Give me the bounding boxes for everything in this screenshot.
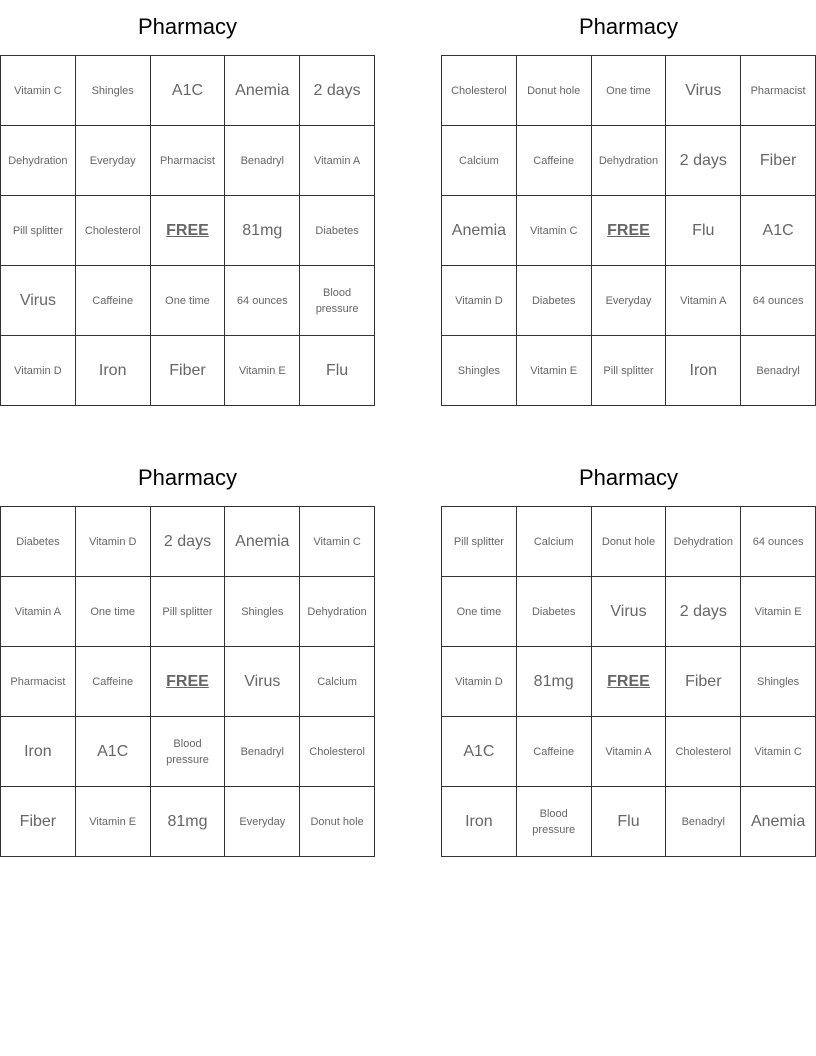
bingo-cell: Vitamin C [300,507,375,577]
bingo-cell: Anemia [442,196,517,266]
bingo-cell: Virus [225,647,300,717]
bingo-cell: Shingles [225,577,300,647]
bingo-cell: Iron [76,336,151,406]
bingo-cell: A1C [151,56,226,126]
free-space-cell: FREE [592,647,667,717]
bingo-card-4 [441,451,816,857]
bingo-cell: One time [442,577,517,647]
bingo-cell: Dehydration [300,577,375,647]
bingo-grid [0,506,375,857]
bingo-cell: Fiber [741,126,816,196]
card-title: Pharmacy [578,14,679,39]
bingo-cell: Blood pressure [517,787,592,857]
bingo-cell: Vitamin D [1,336,76,406]
bingo-cell: Cholesterol [442,56,517,126]
bingo-cell: Vitamin D [442,647,517,717]
bingo-cell: Flu [592,787,667,857]
bingo-cell: Dehydration [666,507,741,577]
bingo-cell: Vitamin E [76,787,151,857]
bingo-cell: Vitamin A [666,266,741,336]
bingo-cell: 81mg [517,647,592,717]
bingo-cell: Cholesterol [76,196,151,266]
bingo-cell: Vitamin D [442,266,517,336]
bingo-cell: Benadryl [741,336,816,406]
bingo-cell: One time [592,56,667,126]
bingo-cell: Fiber [151,336,226,406]
bingo-cell: Blood pressure [151,717,226,787]
bingo-cell: Dehydration [592,126,667,196]
bingo-cell: Vitamin E [741,577,816,647]
bingo-cell: Cholesterol [300,717,375,787]
bingo-cell: Vitamin C [741,717,816,787]
bingo-cell: 2 days [151,507,226,577]
card-title: Pharmacy [137,465,238,490]
bingo-cell: 2 days [666,126,741,196]
bingo-cell: Vitamin C [1,56,76,126]
bingo-cell: Dehydration [1,126,76,196]
bingo-cell: Vitamin D [76,507,151,577]
bingo-cell: Pill splitter [592,336,667,406]
bingo-cell: Everyday [592,266,667,336]
bingo-cell: Iron [666,336,741,406]
bingo-cell: Donut hole [300,787,375,857]
bingo-cell: Pharmacist [1,647,76,717]
bingo-cell: Anemia [225,56,300,126]
free-space-cell: FREE [151,647,226,717]
bingo-cell: Pill splitter [151,577,226,647]
bingo-cell: Cholesterol [666,717,741,787]
card-title: Pharmacy [578,465,679,490]
bingo-cell: Donut hole [592,507,667,577]
bingo-cell: Iron [442,787,517,857]
bingo-cell: Shingles [741,647,816,717]
bingo-cell: Vitamin A [300,126,375,196]
bingo-cell: 64 ounces [741,266,816,336]
bingo-cell: Pill splitter [1,196,76,266]
bingo-cell: Vitamin E [225,336,300,406]
bingo-cell: 81mg [151,787,226,857]
bingo-grid [441,506,816,857]
bingo-cell: Calcium [442,126,517,196]
bingo-cell: Calcium [517,507,592,577]
bingo-cell: Everyday [76,126,151,196]
bingo-cell: One time [151,266,226,336]
bingo-cell: Calcium [300,647,375,717]
bingo-cell: Vitamin A [1,577,76,647]
bingo-grid [441,55,816,406]
bingo-cell: Flu [666,196,741,266]
bingo-cell: Fiber [1,787,76,857]
card-title: Pharmacy [137,14,238,39]
bingo-cell: Benadryl [225,717,300,787]
free-space-cell: FREE [592,196,667,266]
bingo-cell: Caffeine [76,647,151,717]
bingo-cell: Diabetes [300,196,375,266]
bingo-cell: Caffeine [517,717,592,787]
bingo-cell: Diabetes [517,266,592,336]
bingo-cell: Everyday [225,787,300,857]
bingo-cell: Vitamin E [517,336,592,406]
bingo-cell: 2 days [300,56,375,126]
bingo-cell: Vitamin C [517,196,592,266]
bingo-cell: Vitamin A [592,717,667,787]
bingo-cell: Caffeine [517,126,592,196]
bingo-cell: Benadryl [666,787,741,857]
bingo-cell: A1C [76,717,151,787]
bingo-cell: 64 ounces [225,266,300,336]
bingo-cell: A1C [442,717,517,787]
bingo-cell: Anemia [225,507,300,577]
free-space-cell: FREE [151,196,226,266]
bingo-cell: Blood pressure [300,266,375,336]
bingo-cell: Diabetes [517,577,592,647]
bingo-cell: A1C [741,196,816,266]
bingo-cell: Shingles [442,336,517,406]
bingo-cell: Pharmacist [741,56,816,126]
bingo-cell: Pharmacist [151,126,226,196]
bingo-cell: Virus [592,577,667,647]
bingo-cell: Pill splitter [442,507,517,577]
bingo-cell: Benadryl [225,126,300,196]
bingo-grid [0,55,375,406]
bingo-card-1 [0,0,375,406]
bingo-cell: Iron [1,717,76,787]
bingo-cell: Fiber [666,647,741,717]
bingo-cell: Shingles [76,56,151,126]
bingo-cell: Caffeine [76,266,151,336]
bingo-card-3 [0,451,375,857]
bingo-cell: 81mg [225,196,300,266]
bingo-cell: Virus [1,266,76,336]
bingo-cell: 64 ounces [741,507,816,577]
bingo-cell: One time [76,577,151,647]
bingo-cell: 2 days [666,577,741,647]
bingo-cell: Flu [300,336,375,406]
bingo-card-2 [441,0,816,406]
bingo-cell: Virus [666,56,741,126]
bingo-cell: Donut hole [517,56,592,126]
bingo-cell: Diabetes [1,507,76,577]
bingo-cell: Anemia [741,787,816,857]
